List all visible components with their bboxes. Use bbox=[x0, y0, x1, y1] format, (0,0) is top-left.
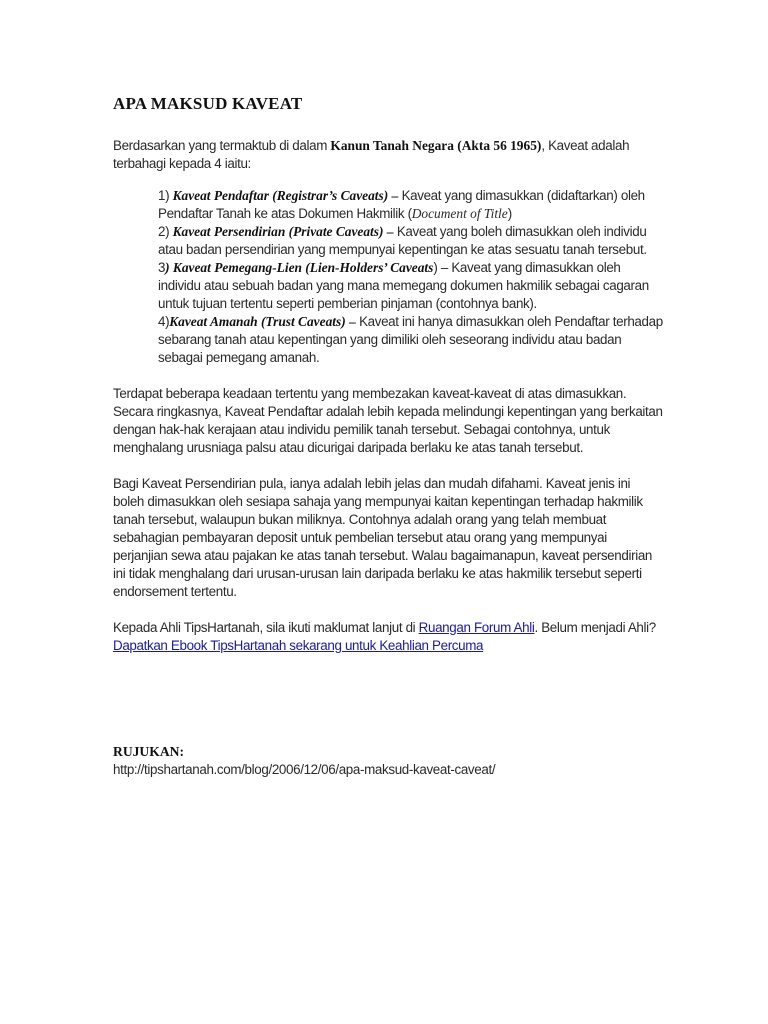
list-item bbox=[158, 313, 663, 367]
list-item-italic: Document of Title bbox=[411, 206, 508, 221]
list-item-number: 1) bbox=[158, 188, 173, 203]
members-text-middle: . Belum menjadi Ahli? bbox=[534, 620, 656, 635]
list-item-description: Kaveat yang dimasukkan (didaftarkan) oleh Pendaftar Tanah ke atas Dokumen Hakmilik ( bbox=[158, 188, 645, 221]
list-item-tail: ) bbox=[507, 206, 512, 221]
list-item-dash: – bbox=[388, 188, 402, 203]
members-text-before: Kepada Ahli TipsHartanah, sila ikuti maklumat lanjut di bbox=[113, 620, 419, 635]
list-item-term: Kaveat Amanah (Trust Caveats) bbox=[169, 314, 346, 329]
list-item bbox=[158, 187, 663, 223]
list-item-dash: – bbox=[383, 224, 397, 239]
intro-act-name: Kanun Tanah Negara (Akta 56 1965) bbox=[330, 138, 542, 153]
list-item-dash: ) – bbox=[433, 260, 452, 275]
references-title: RUJUKAN: bbox=[113, 744, 184, 759]
list-item-number: 4) bbox=[158, 314, 170, 329]
list-item-description: Kaveat ini hanya dimasukkan oleh Pendaftar terhadap sebarang tanah atau kepentingan yang dimiliki oleh seseorang individu atau badan sebagai pemegang amanah. bbox=[158, 314, 663, 365]
ebook-link[interactable]: Dapatkan Ebook TipsHartanah sekarang untuk Keahlian Percuma bbox=[113, 638, 484, 653]
list-item-description: Kaveat yang boleh dimasukkan oleh individu atau badan persendirian yang mempunyai kepentingan ke atas sesuatu tanah tersebut. bbox=[158, 224, 647, 257]
intro-text-after: , Kaveat adalah terbahagi kepada 4 iaitu: bbox=[113, 138, 630, 171]
list-item bbox=[158, 259, 663, 313]
intro-paragraph bbox=[113, 137, 663, 173]
list-item-term: Kaveat Pendaftar (Registrar’s Caveats) bbox=[172, 188, 389, 203]
list-item-description: Kaveat yang dimasukkan oleh individu atau sebuah badan yang mana memegang dokumen hakmilik sebagai cagaran untuk tujuan tertentu seperti pemberian pinjaman (contohnya bank). bbox=[158, 260, 649, 311]
list-item bbox=[158, 223, 663, 259]
paragraph-differences: Terdapat beberapa keadaan tertentu yang membezakan kaveat-kaveat di atas dimasukkan. Secara ringkasnya, Kaveat Pendaftar adalah lebih kepada melindungi kepentingan yang berkaitan dengan hak-hak kerajaan atau individu pemilik tanah tersebut. Sebagai contohnya, untuk menghalang urusniaga palsu atau dicurigai daripada berlaku ke atas tanah tersebut. bbox=[113, 386, 663, 455]
page-title: APA MAKSUD KAVEAT bbox=[113, 94, 303, 113]
document-page bbox=[113, 94, 663, 779]
list-item-number: 3 bbox=[158, 260, 166, 275]
intro-text-before: Berdasarkan yang termaktub di dalam bbox=[113, 138, 331, 153]
list-item-term: Kaveat Persendirian (Private Caveats) bbox=[172, 224, 384, 239]
list-item-number: 2) bbox=[158, 224, 173, 239]
paragraph-private-caveat: Bagi Kaveat Persendirian pula, ianya adalah lebih jelas dan mudah difahami. Kaveat jenis ini boleh dimasukkan oleh sesiapa sahaja yang mempunyai kaitan kepentingan terhadap hakmilik tanah tersebut, walaupun bukan miliknya. Contohnya adalah orang yang telah membuat sebahagian pembayaran deposit untuk pembelian tersebut atau orang yang mempunyai perjanjian sewa atau pajakan ke atas tanah tersebut. Walau bagaimanapun, kaveat persendirian ini tidak menghalang dari urusan-urusan lain daripada berlaku ke atas hakmilik tersebut seperti endorsement tertentu. bbox=[113, 476, 653, 599]
caveat-list bbox=[158, 187, 663, 367]
forum-link[interactable]: Ruangan Forum Ahli bbox=[418, 620, 535, 635]
reference-url: http://tipshartanah.com/blog/2006/12/06/apa-maksud-kaveat-caveat/ bbox=[113, 762, 496, 777]
list-item-dash: – bbox=[345, 314, 360, 329]
paragraph-members bbox=[113, 619, 663, 655]
list-item-term: ) Kaveat Pemegang-Lien (Lien-Holders’ Caveats bbox=[165, 260, 434, 275]
